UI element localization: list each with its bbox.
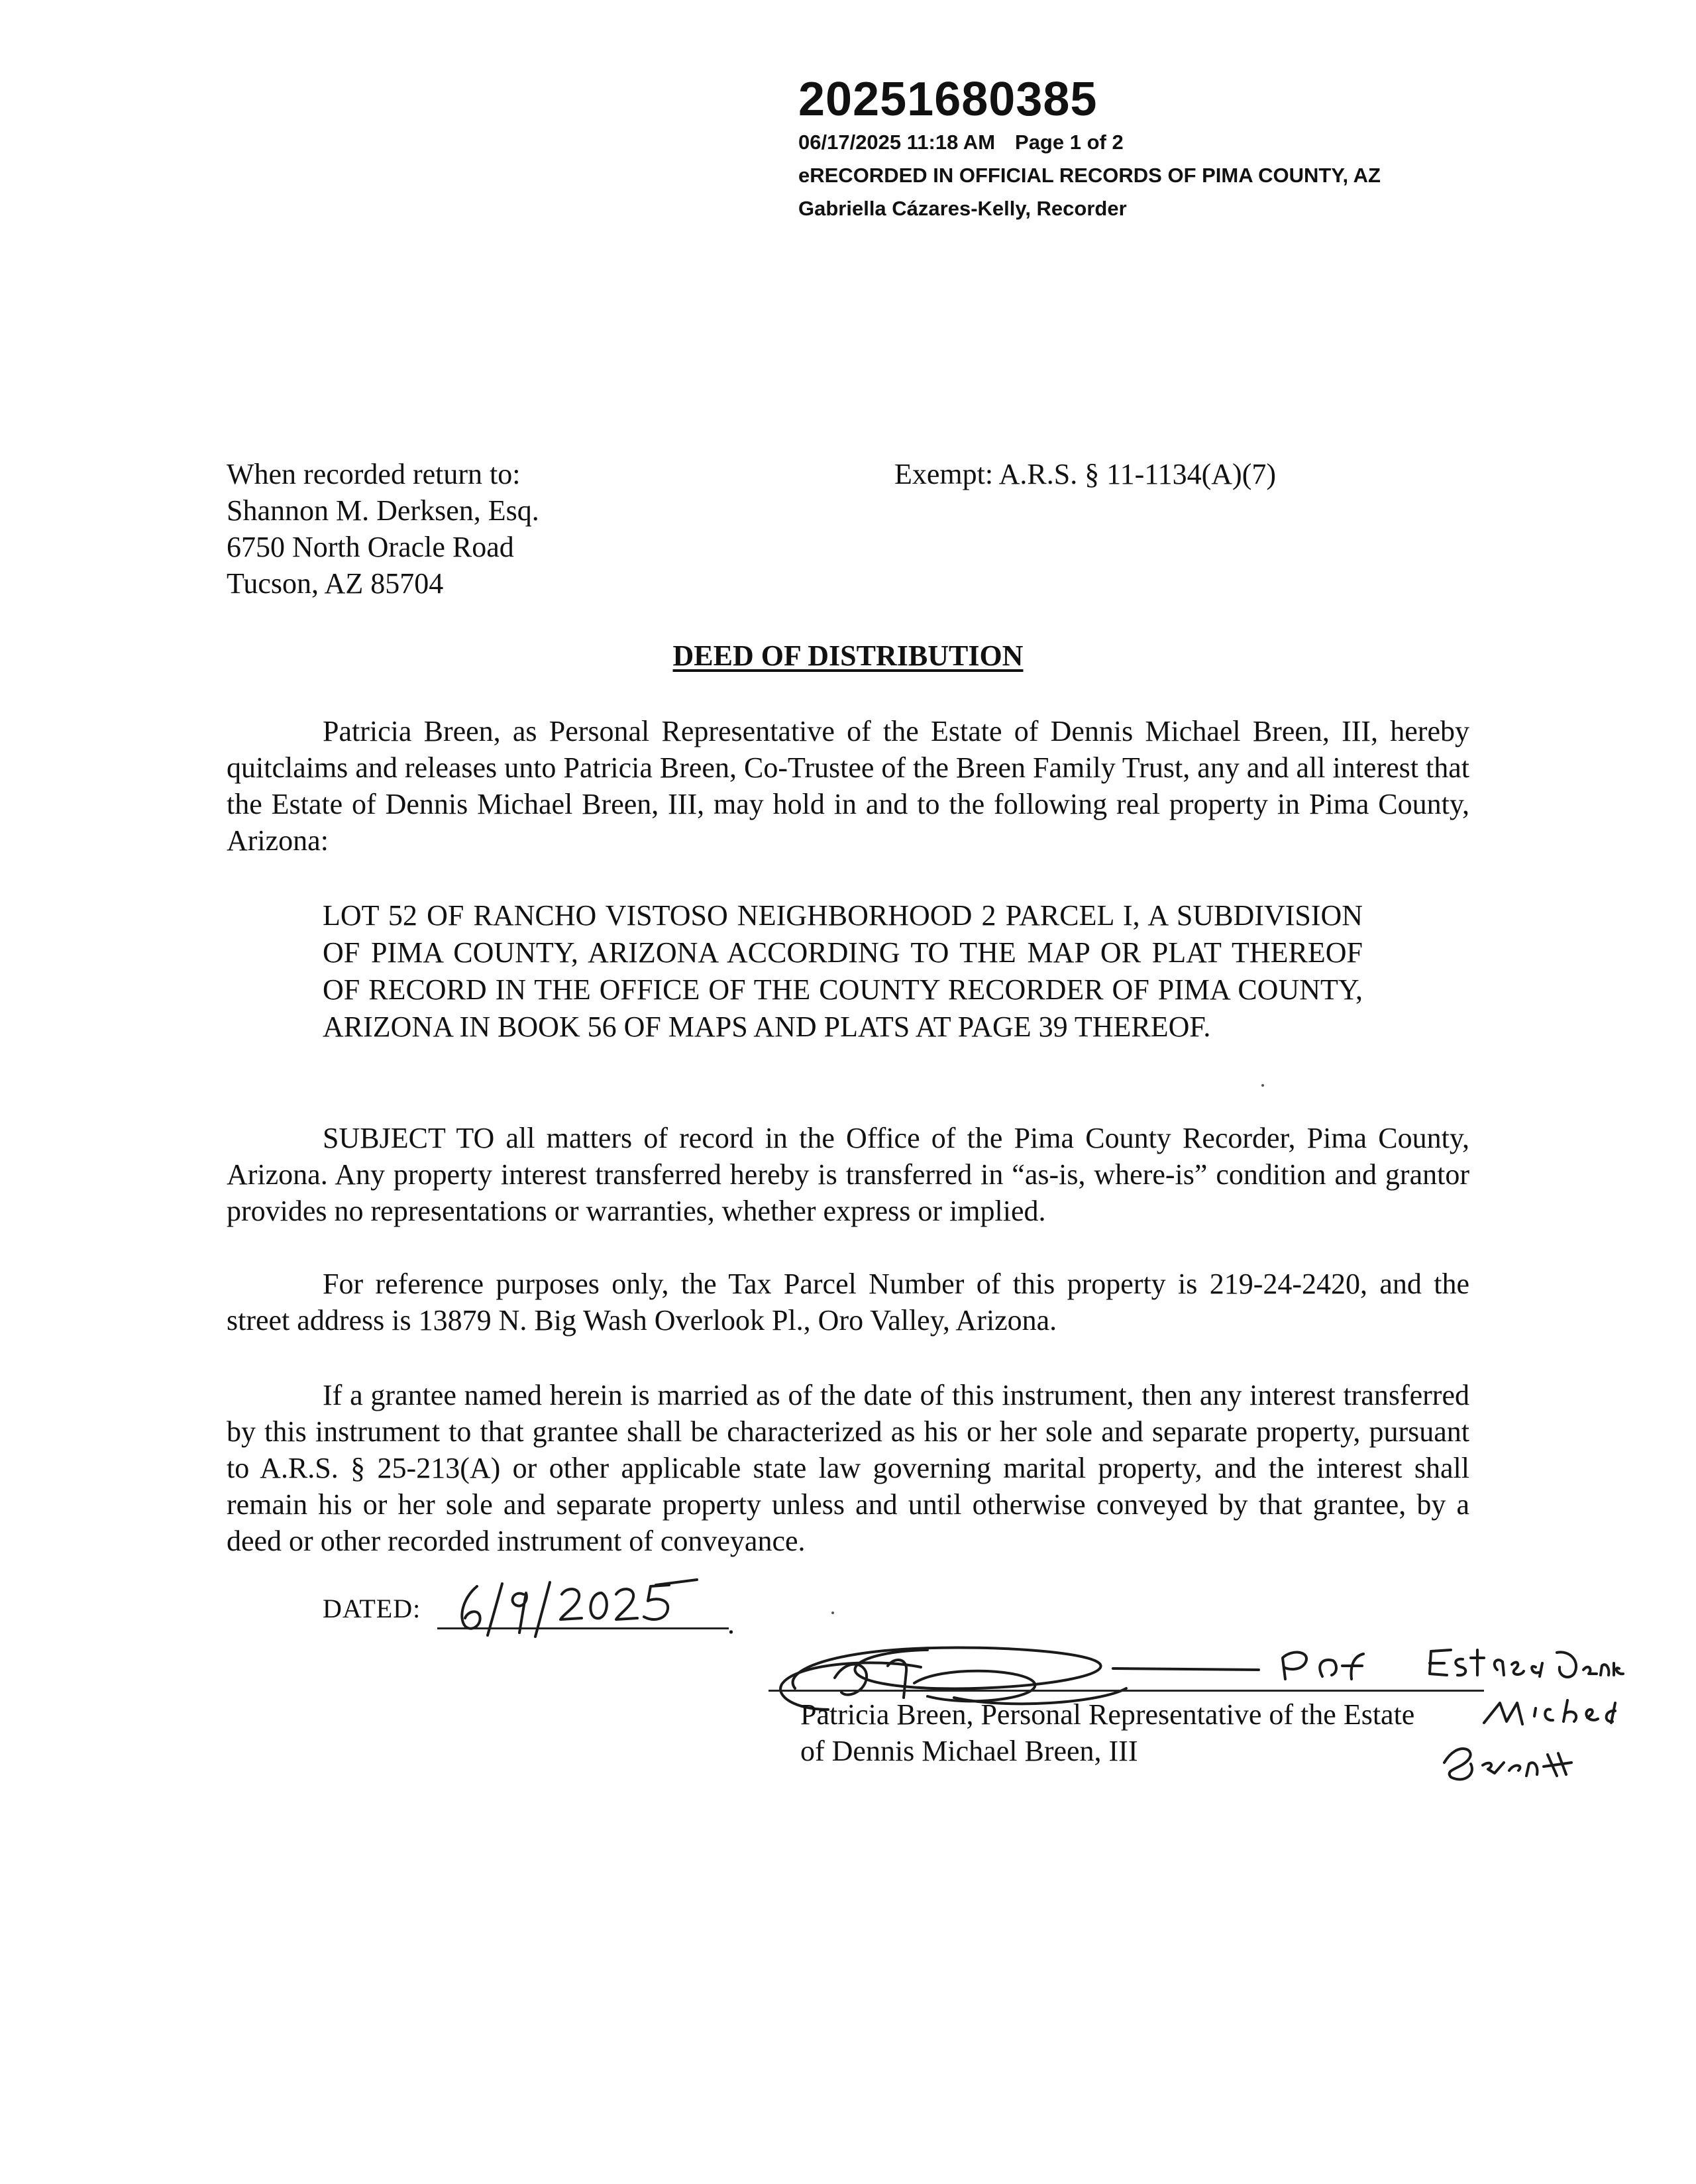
- scan-speck: [1261, 1084, 1264, 1087]
- signer-block: [800, 1696, 1414, 1769]
- signer-line-2: of Dennis Michael Breen, III: [800, 1735, 1138, 1767]
- legal-description: LOT 52 OF RANCHO VISTOSO NEIGHBORHOOD 2 PARCEL I, A SUBDIVISION OF PIMA COUNTY, ARIZONA ACCORDING TO THE MAP OR PLAT THEREOF OF RECORD IN THE OFFICE OF THE COUNTY RECORDER OF PIMA COUNTY, ARIZONA IN BOOK 56 OF MAPS AND PLATS AT PAGE 39 THEREOF.: [323, 899, 1363, 1043]
- document-number: 20251680385: [798, 73, 1098, 126]
- recording-stamp: [798, 73, 1381, 225]
- reference-text: For reference purposes only, the Tax Parcel Number of this property is 219-24-2420, and the street address is 13879 N. Big Wash Overlook Pl., Oro Valley, Arizona.: [227, 1268, 1469, 1337]
- dated-label: DATED:: [323, 1594, 421, 1623]
- grant-text: Patricia Breen, as Personal Representative of the Estate of Dennis Michael Breen, III, hereby quitclaims and releases unto Patricia Breen, Co-Trustee of the Breen Family Trust, any and all interest that the Estate of Dennis Michael Breen, III, may hold in and to the following real property in Pima County, Arizona:: [227, 715, 1469, 857]
- marital-paragraph: [227, 1377, 1469, 1559]
- return-street: 6750 North Oracle Road: [227, 531, 514, 563]
- marital-text: If a grantee named herein is married as of the date of this instrument, then any interest transferred by this instrument to that grantee shall be characterized as his or her sole and separate property, pursuant to A.R.S. § 25-213(A) or other applicable state law governing marital property, and the interest shall remain his or her sole and separate property unless and until otherwise conveyed by that grantee, by a deed or other recorded instrument of conveyance.: [227, 1379, 1469, 1557]
- date-period: .: [727, 1608, 735, 1640]
- recorded-in: eRECORDED IN OFFICIAL RECORDS OF PIMA COUNTY, AZ: [798, 164, 1381, 187]
- scan-speck: [831, 1611, 834, 1614]
- signer-line-1: Patricia Breen, Personal Representative of the Estate: [800, 1698, 1415, 1731]
- return-city: Tucson, AZ 85704: [227, 567, 444, 600]
- signature-line: [768, 1690, 1484, 1692]
- handwritten-date: [450, 1572, 729, 1645]
- page-info: Page 1 of 2: [1015, 131, 1124, 154]
- return-heading: When recorded return to:: [227, 458, 521, 490]
- subject-to-paragraph: [227, 1120, 1469, 1229]
- exemption-citation: Exempt: A.R.S. § 11-1134(A)(7): [894, 458, 1277, 490]
- return-address-block: [227, 456, 539, 602]
- grant-paragraph: [227, 713, 1469, 859]
- subject-to-text: SUBJECT TO all matters of record in the Office of the Pima County Recorder, Pima County, Arizona. Any property interest transferred hereby is transferred in “as-is, where-is” condition and grantor provides no representations or warranties, whether express or implied.: [227, 1122, 1469, 1227]
- recorder-name: Gabriella Cázares-Kelly, Recorder: [798, 197, 1127, 220]
- reference-paragraph: [227, 1266, 1469, 1338]
- document-title: DEED OF DISTRIBUTION: [672, 639, 1024, 672]
- recording-datetime: 06/17/2025 11:18 AM: [798, 131, 996, 154]
- return-name: Shannon M. Derksen, Esq.: [227, 494, 539, 527]
- recording-datetime-line: [798, 126, 1381, 159]
